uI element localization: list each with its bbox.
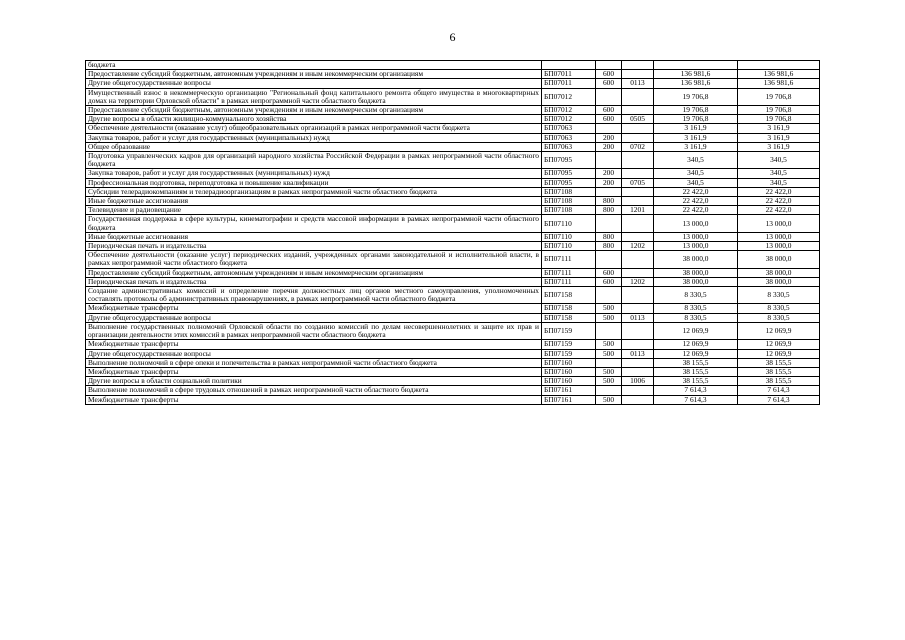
row-name-cell: Выполнение государственных полномочий Орловской области по созданию комиссий по делам несовершеннолетних и защите их прав и организации деятельности этих комиссий в рамках непрограммной части областного бюджета	[86, 322, 542, 339]
row-code-cell: БП07160	[542, 377, 596, 386]
row-code-cell: БП07108	[542, 187, 596, 196]
row-code-cell: БП07159	[542, 340, 596, 349]
row-amount-2-cell: 136 981,6	[738, 70, 820, 79]
row-section-cell	[622, 386, 654, 395]
row-section-cell	[622, 304, 654, 313]
row-name-cell: Имущественный взнос в некоммерческую организацию "Региональный фонд капитального ремонта общего имущества в многоквартирных домах на территории Орловской области" в рамках непрограммной части областного бюджета	[86, 88, 542, 105]
row-expense-type-cell: 600	[596, 106, 622, 115]
row-amount-cell: 8 330,5	[654, 287, 738, 304]
row-section-cell: 0113	[622, 79, 654, 88]
row-amount-cell: 19 706,8	[654, 115, 738, 124]
row-name-cell: Другие вопросы в области социальной политики	[86, 377, 542, 386]
row-code-cell: БП07063	[542, 133, 596, 142]
table-row	[86, 340, 820, 349]
table-row	[86, 152, 820, 169]
row-amount-2-cell: 22 422,0	[738, 206, 820, 215]
row-expense-type-cell	[596, 322, 622, 339]
row-amount-2-cell: 38 000,0	[738, 251, 820, 268]
row-amount-2-cell: 19 706,8	[738, 115, 820, 124]
row-expense-type-cell	[596, 187, 622, 196]
row-code-cell: БП07161	[542, 395, 596, 404]
row-amount-2-cell: 38 000,0	[738, 277, 820, 286]
row-name-cell: Межбюджетные трансферты	[86, 367, 542, 376]
row-amount-cell: 3 161,9	[654, 133, 738, 142]
row-expense-type-cell	[596, 358, 622, 367]
row-code-cell: БП07012	[542, 88, 596, 105]
row-code-cell: БП07063	[542, 142, 596, 151]
row-amount-cell: 38 000,0	[654, 251, 738, 268]
row-expense-type-cell: 800	[596, 206, 622, 215]
row-code-cell: БП07111	[542, 277, 596, 286]
row-section-cell	[622, 124, 654, 133]
table-row	[86, 395, 820, 404]
row-code-cell: БП07158	[542, 304, 596, 313]
row-amount-cell: 3 161,9	[654, 142, 738, 151]
row-code-cell: БП07011	[542, 70, 596, 79]
row-amount-2-cell: 136 981,6	[738, 79, 820, 88]
row-name-cell: Предоставление субсидий бюджетным, автономным учреждениям и иным некоммерческим организациям	[86, 268, 542, 277]
row-section-cell: 1202	[622, 277, 654, 286]
row-name-cell: Обеспечение деятельности (оказание услуг) периодических изданий, учрежденных органами законодательной и исполнительной власти, в рамках непрограммной части областного бюджета	[86, 251, 542, 268]
table-row	[86, 169, 820, 178]
budget-table-body	[86, 61, 820, 405]
row-amount-2-cell: 12 069,9	[738, 349, 820, 358]
row-section-cell	[622, 70, 654, 79]
table-row	[86, 377, 820, 386]
table-row	[86, 187, 820, 196]
row-amount-cell: 8 330,5	[654, 304, 738, 313]
table-row	[86, 206, 820, 215]
table-row	[86, 304, 820, 313]
row-expense-type-cell	[596, 152, 622, 169]
row-expense-type-cell: 500	[596, 377, 622, 386]
row-section-cell	[622, 322, 654, 339]
table-row	[86, 133, 820, 142]
row-amount-cell: 38 000,0	[654, 268, 738, 277]
row-name-cell: Другие общегосударственные вопросы	[86, 313, 542, 322]
row-amount-2-cell: 19 706,8	[738, 88, 820, 105]
row-code-cell: БП07063	[542, 124, 596, 133]
table-row	[86, 232, 820, 241]
row-section-cell	[622, 251, 654, 268]
row-section-cell	[622, 61, 654, 70]
row-expense-type-cell: 500	[596, 340, 622, 349]
row-expense-type-cell: 600	[596, 115, 622, 124]
table-row	[86, 142, 820, 151]
row-code-cell: БП07161	[542, 386, 596, 395]
row-code-cell: БП07159	[542, 322, 596, 339]
row-amount-cell: 340,5	[654, 169, 738, 178]
row-amount-cell	[654, 61, 738, 70]
row-amount-cell: 7 614,3	[654, 386, 738, 395]
row-amount-cell: 22 422,0	[654, 187, 738, 196]
row-code-cell: БП07160	[542, 358, 596, 367]
row-expense-type-cell: 800	[596, 242, 622, 251]
row-code-cell: БП07160	[542, 367, 596, 376]
row-amount-2-cell: 13 000,0	[738, 232, 820, 241]
table-row	[86, 277, 820, 286]
row-amount-cell: 8 330,5	[654, 313, 738, 322]
row-code-cell: БП07012	[542, 106, 596, 115]
table-row	[86, 79, 820, 88]
row-name-cell: Выполнение полномочий в сфере трудовых отношений в рамках непрограммной части областного бюджета	[86, 386, 542, 395]
row-code-cell: БП07159	[542, 349, 596, 358]
row-section-cell: 1201	[622, 206, 654, 215]
row-expense-type-cell: 600	[596, 79, 622, 88]
row-expense-type-cell	[596, 386, 622, 395]
row-code-cell: БП07110	[542, 232, 596, 241]
table-row	[86, 358, 820, 367]
row-name-cell: Межбюджетные трансферты	[86, 395, 542, 404]
row-section-cell: 0705	[622, 178, 654, 187]
row-amount-2-cell: 38 155,5	[738, 367, 820, 376]
page-number: 6	[449, 30, 456, 44]
row-name-cell: Обеспечение деятельности (оказание услуг) общеобразовательных организаций в рамках непрограммной части бюджета	[86, 124, 542, 133]
row-amount-cell: 136 981,6	[654, 79, 738, 88]
row-amount-cell: 136 981,6	[654, 70, 738, 79]
table-row	[86, 287, 820, 304]
row-amount-2-cell: 19 706,8	[738, 106, 820, 115]
row-section-cell	[622, 169, 654, 178]
row-amount-2-cell: 8 330,5	[738, 287, 820, 304]
table-row	[86, 61, 820, 70]
row-expense-type-cell: 200	[596, 133, 622, 142]
row-amount-2-cell: 22 422,0	[738, 187, 820, 196]
row-name-cell: Субсидии телерадиокомпаниям и телерадиоорганизациям в рамках непрограммной части областного бюджета	[86, 187, 542, 196]
row-amount-2-cell: 340,5	[738, 178, 820, 187]
table-row	[86, 367, 820, 376]
row-name-cell: Подготовка управленческих кадров для организаций народного хозяйства Российской Федерации в рамках непрограммной части областного бюджета	[86, 152, 542, 169]
row-amount-2-cell: 7 614,3	[738, 386, 820, 395]
row-section-cell	[622, 133, 654, 142]
table-row	[86, 322, 820, 339]
row-amount-cell: 38 000,0	[654, 277, 738, 286]
row-name-cell: Межбюджетные трансферты	[86, 304, 542, 313]
row-code-cell: БП07011	[542, 79, 596, 88]
row-section-cell: 0113	[622, 349, 654, 358]
row-expense-type-cell: 200	[596, 169, 622, 178]
row-amount-2-cell: 8 330,5	[738, 304, 820, 313]
row-expense-type-cell: 500	[596, 367, 622, 376]
row-expense-type-cell: 600	[596, 268, 622, 277]
row-amount-cell: 38 155,5	[654, 358, 738, 367]
row-section-cell	[622, 106, 654, 115]
row-expense-type-cell	[596, 124, 622, 133]
row-amount-cell: 3 161,9	[654, 124, 738, 133]
row-name-cell: Предоставление субсидий бюджетным, автономным учреждениям и иным некоммерческим организациям	[86, 70, 542, 79]
row-amount-2-cell: 3 161,9	[738, 133, 820, 142]
row-section-cell: 1202	[622, 242, 654, 251]
row-code-cell: БП07108	[542, 206, 596, 215]
row-amount-cell: 13 000,0	[654, 215, 738, 232]
row-section-cell	[622, 187, 654, 196]
row-amount-cell: 340,5	[654, 178, 738, 187]
row-amount-2-cell: 22 422,0	[738, 197, 820, 206]
row-expense-type-cell: 500	[596, 313, 622, 322]
row-expense-type-cell	[596, 215, 622, 232]
row-expense-type-cell: 800	[596, 197, 622, 206]
row-section-cell	[622, 197, 654, 206]
row-code-cell: БП07158	[542, 313, 596, 322]
row-name-cell: Периодическая печать и издательства	[86, 242, 542, 251]
table-row	[86, 215, 820, 232]
row-amount-2-cell: 340,5	[738, 152, 820, 169]
row-section-cell	[622, 358, 654, 367]
row-expense-type-cell: 600	[596, 70, 622, 79]
row-code-cell: БП07110	[542, 215, 596, 232]
row-amount-cell: 12 069,9	[654, 340, 738, 349]
row-name-cell: Другие общегосударственные вопросы	[86, 349, 542, 358]
row-code-cell: БП07158	[542, 287, 596, 304]
row-section-cell: 0113	[622, 313, 654, 322]
row-expense-type-cell	[596, 88, 622, 105]
table-row	[86, 242, 820, 251]
row-name-cell: Другие вопросы в области жилищно-коммунального хозяйства	[86, 115, 542, 124]
row-amount-cell: 22 422,0	[654, 197, 738, 206]
row-code-cell: БП07012	[542, 115, 596, 124]
row-amount-2-cell: 13 000,0	[738, 242, 820, 251]
row-name-cell: Иные бюджетные ассигнования	[86, 232, 542, 241]
table-row	[86, 70, 820, 79]
row-name-cell: Общее образование	[86, 142, 542, 151]
table-row	[86, 88, 820, 105]
row-code-cell: БП07108	[542, 197, 596, 206]
row-amount-cell: 38 155,5	[654, 377, 738, 386]
row-amount-cell: 38 155,5	[654, 367, 738, 376]
row-name-cell: Закупка товаров, работ и услуг для государственных (муниципальных) нужд	[86, 169, 542, 178]
row-amount-2-cell: 3 161,9	[738, 124, 820, 133]
row-name-cell: Иные бюджетные ассигнования	[86, 197, 542, 206]
row-amount-cell: 22 422,0	[654, 206, 738, 215]
table-row	[86, 124, 820, 133]
row-amount-2-cell	[738, 61, 820, 70]
row-name-cell: Другие общегосударственные вопросы	[86, 79, 542, 88]
table-row	[86, 178, 820, 187]
row-expense-type-cell	[596, 61, 622, 70]
row-amount-2-cell: 340,5	[738, 169, 820, 178]
row-expense-type-cell: 800	[596, 232, 622, 241]
table-row	[86, 268, 820, 277]
row-amount-2-cell: 38 000,0	[738, 268, 820, 277]
row-section-cell: 0505	[622, 115, 654, 124]
row-section-cell	[622, 215, 654, 232]
row-section-cell	[622, 340, 654, 349]
row-name-cell: Государственная поддержка в сфере культуры, кинематографии и средств массовой информации в рамках непрограммной части областного бюджета	[86, 215, 542, 232]
table-row	[86, 106, 820, 115]
row-expense-type-cell: 500	[596, 349, 622, 358]
row-expense-type-cell: 200	[596, 178, 622, 187]
row-section-cell	[622, 287, 654, 304]
row-amount-2-cell: 12 069,9	[738, 340, 820, 349]
table-row	[86, 313, 820, 322]
row-expense-type-cell	[596, 287, 622, 304]
row-name-cell: Предоставление субсидий бюджетным, автономным учреждениям и иным некоммерческим организациям	[86, 106, 542, 115]
row-code-cell: БП07111	[542, 268, 596, 277]
row-section-cell	[622, 367, 654, 376]
row-section-cell: 0702	[622, 142, 654, 151]
row-name-cell: Создание административных комиссий и определение перечня должностных лиц органов местного самоуправления, уполномоченных составлять протоколы об административных правонарушениях, в рамках непрограммной части областного бюджета	[86, 287, 542, 304]
row-amount-2-cell: 8 330,5	[738, 313, 820, 322]
row-section-cell	[622, 395, 654, 404]
row-name-cell: Профессиональная подготовка, переподготовка и повышение квалификации	[86, 178, 542, 187]
row-code-cell: БП07095	[542, 152, 596, 169]
row-amount-2-cell: 38 155,5	[738, 377, 820, 386]
row-amount-cell: 7 614,3	[654, 395, 738, 404]
row-name-cell: Периодическая печать и издательства	[86, 277, 542, 286]
row-expense-type-cell: 200	[596, 142, 622, 151]
table-row	[86, 197, 820, 206]
row-amount-cell: 13 000,0	[654, 242, 738, 251]
table-row	[86, 251, 820, 268]
row-expense-type-cell: 500	[596, 395, 622, 404]
row-name-cell: Выполнение полномочий в сфере опеки и попечительства в рамках непрограммной части областного бюджета	[86, 358, 542, 367]
row-name-cell: Межбюджетные трансферты	[86, 340, 542, 349]
row-amount-cell: 12 069,9	[654, 349, 738, 358]
row-name-cell: Телевидение и радиовещание	[86, 206, 542, 215]
row-code-cell: БП07095	[542, 169, 596, 178]
row-expense-type-cell: 500	[596, 304, 622, 313]
row-section-cell	[622, 232, 654, 241]
row-amount-cell: 19 706,8	[654, 88, 738, 105]
table-row	[86, 386, 820, 395]
table-row	[86, 349, 820, 358]
row-code-cell: БП07095	[542, 178, 596, 187]
table-row	[86, 115, 820, 124]
row-amount-2-cell: 7 614,3	[738, 395, 820, 404]
row-section-cell	[622, 268, 654, 277]
row-section-cell	[622, 152, 654, 169]
row-code-cell: БП07110	[542, 242, 596, 251]
row-section-cell	[622, 88, 654, 105]
row-expense-type-cell: 600	[596, 277, 622, 286]
row-amount-2-cell: 12 069,9	[738, 322, 820, 339]
row-amount-cell: 19 706,8	[654, 106, 738, 115]
row-amount-2-cell: 38 155,5	[738, 358, 820, 367]
row-expense-type-cell	[596, 251, 622, 268]
row-name-cell: Закупка товаров, работ и услуг для государственных (муниципальных) нужд	[86, 133, 542, 142]
row-amount-cell: 12 069,9	[654, 322, 738, 339]
row-code-cell	[542, 61, 596, 70]
row-amount-2-cell: 13 000,0	[738, 215, 820, 232]
row-amount-cell: 340,5	[654, 152, 738, 169]
row-section-cell: 1006	[622, 377, 654, 386]
row-amount-2-cell: 3 161,9	[738, 142, 820, 151]
row-code-cell: БП07111	[542, 251, 596, 268]
row-amount-cell: 13 000,0	[654, 232, 738, 241]
row-name-cell: бюджета	[86, 61, 542, 70]
budget-table	[85, 60, 820, 405]
